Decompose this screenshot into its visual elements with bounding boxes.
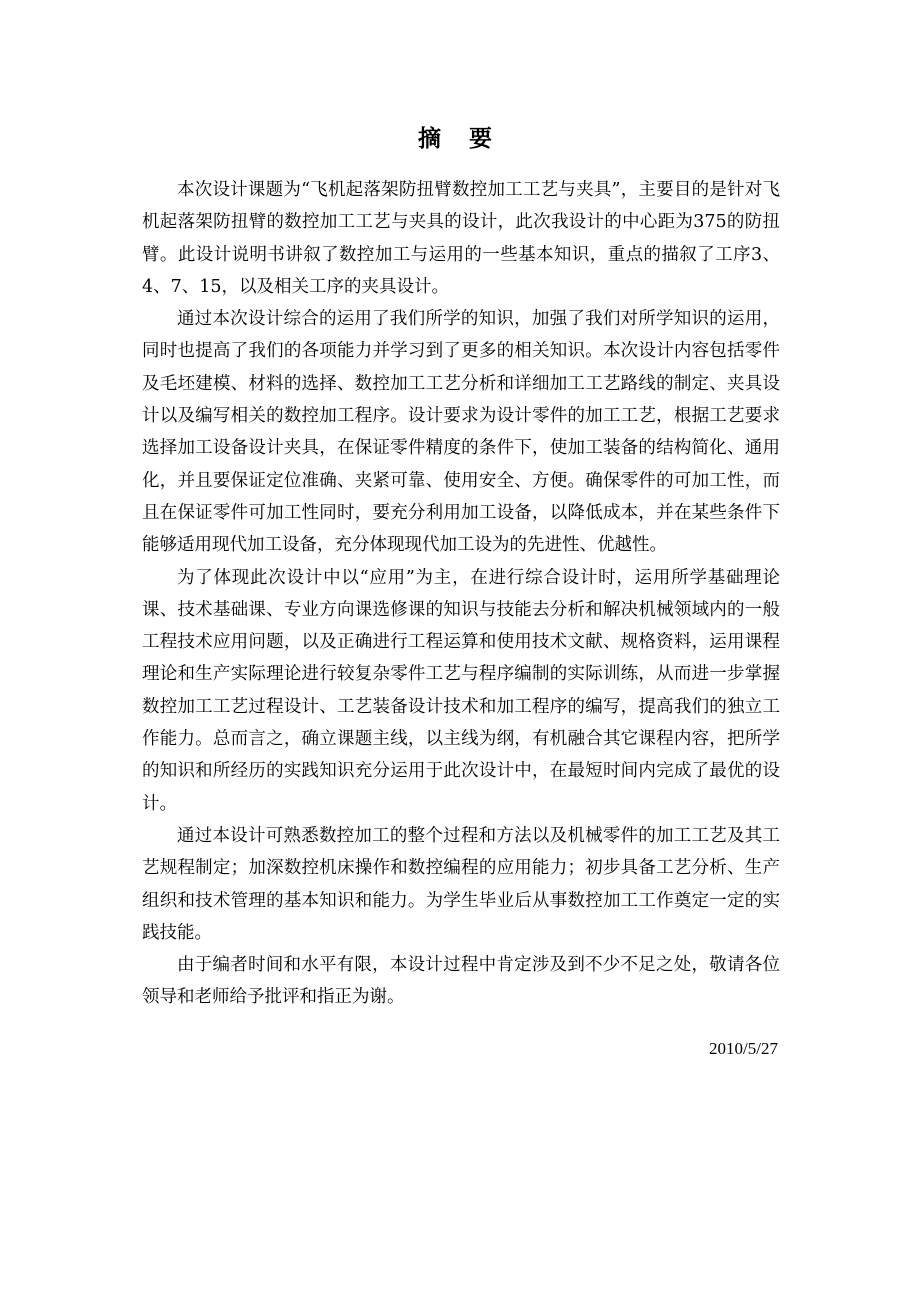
page-title: 摘 要 [417,126,502,152]
abstract-paragraph-4: 通过本设计可熟悉数控加工的整个过程和方法以及机械零件的加工工艺及其工艺规程制定；加深数控机床操作和数控编程的应用能力；初步具备工艺分析、生产组织和技术管理的基本知识和能力。为学生毕业后从事数控加工工作奠定一定的实践技能。 [142,825,780,943]
abstract-paragraph-3: 为了体现此次设计中以“应用”为主，在进行综合设计时，运用所学基础理论课、技术基础课、专业方向课选修课的知识与技能去分析和解决机械领域内的一般工程技术应用问题，以及正确进行工程运算和使用技术文献、规格资料，运用课程理论和生产实际理论进行较复杂零件工艺与程序编制的实际训练，从而进一步掌握数控加工工艺过程设计、工艺装备设计技术和加工程序的编写，提高我们的独立工作能力。总而言之，确立课题主线，以主线为纲，有机融合其它课程内容，把所学的知识和所经历的实践知识充分运用于此次设计中，在最短时间内完成了最优的设计。 [142,567,780,814]
document-date: 2010/5/27 [709,1039,778,1058]
abstract-body [142,174,780,1014]
abstract-paragraph-1: 本次设计课题为“飞机起落架防扭臂数控加工工艺与夹具”，主要目的是针对飞机起落架防扭臂的数控加工工艺与夹具的设计，此次我设计的中心距为375的防扭臂。此设计说明书讲叙了数控加工与运用的一些基本知识，重点的描叙了工序3、4、7、15，以及相关工序的夹具设计。 [142,180,780,297]
abstract-paragraph-5: 由于编者时间和水平有限，本设计过程中肯定涉及到不少不足之处，敬请各位领导和老师给予批评和指正为谢。 [142,955,780,1008]
abstract-paragraph-2: 通过本次设计综合的运用了我们所学的知识，加强了我们对所学知识的运用，同时也提高了我们的各项能力并学习到了更多的相关知识。本次设计内容包括零件及毛坯建模、材料的选择、数控加工工艺分析和详细加工工艺路线的制定、夹具设计以及编写相关的数控加工程序。设计要求为设计零件的加工工艺，根据工艺要求选择加工设备设计夹具，在保证零件精度的条件下，使加工装备的结构简化、通用化，并且要保证定位准确、夹紧可靠、使用安全、方便。确保零件的可加工性，而且在保证零件可加工性同时，要充分利用加工设备，以降低成本，并在某些条件下能够适用现代加工设备，充分体现现代加工设为的先进性、优越性。 [142,309,780,556]
